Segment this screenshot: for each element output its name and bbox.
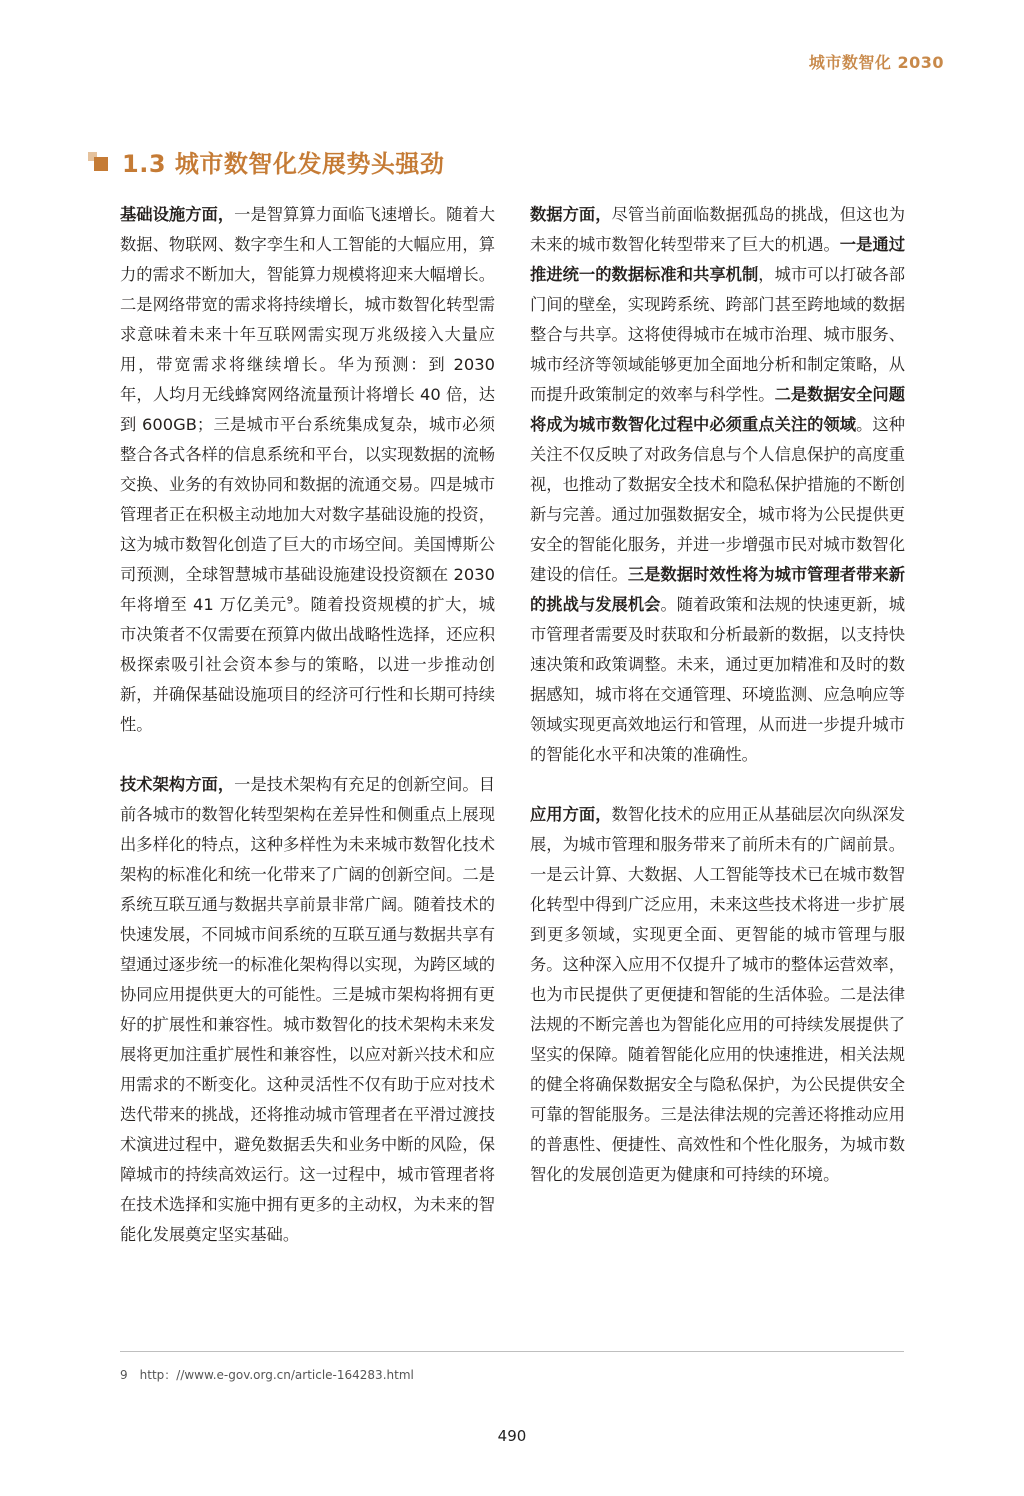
paragraph-infrastructure — [120, 200, 495, 740]
footnote — [120, 1366, 414, 1383]
paragraph-body: ，城市可以打破各部门间的壁垒，实现跨系统、跨部门甚至跨地域的数据整合与共享。这将使得城市在城市治理、城市服务、城市经济等领域能够更加全面地分析和制定策略，从而提升政策制定的效率与科学性。 — [530, 265, 905, 404]
paragraph-lead: 技术架构方面， — [120, 775, 235, 794]
left-column — [120, 200, 495, 1280]
paragraph-lead: 数据方面， — [530, 205, 612, 224]
page-number: 490 — [497, 1427, 527, 1445]
paragraph-body: 一是智算算力面临飞速增长。随着大数据、物联网、数字孪生和人工智能的大幅应用，算力的需求不断加大，智能算力规模将迎来大幅增长。二是网络带宽的需求将持续增长，城市数智化转型需求意味着未来十年互联网需实现万兆级接入大量应用，带宽需求将继续增长。华为预测：到 2030 年，人均月无线蜂窝网络流量预计将增长 40 倍，达到 600GB；三是城市平台系统集成复杂，城市必须整合各式各样的信息系统和平台，以实现数据的流畅交换、业务的有效协同和数据的流通交易。四是城市管理者正在积极主动地加大对数字基础设施的投资，这为城市数智化创造了巨大的市场空间。美国博斯公司预测，全球智慧城市基础设施建设投资额在 2030 年将增至 41 万亿美元 — [120, 205, 495, 614]
paragraph-application — [530, 800, 905, 1190]
right-column — [530, 200, 905, 1220]
footnote-number: 9 — [120, 1368, 128, 1382]
emphasis-text: 一是通过推进统一的数据标准和共享机制 — [530, 235, 905, 284]
paragraph-body: 。随着政策和法规的快速更新，城市管理者需要及时获取和分析最新的数据，以支持快速决策和政策调整。未来，通过更加精准和及时的数据感知，城市将在交通管理、环境监测、应急响应等领域实现更高效地运行和管理，从而进一步提升城市的智能化水平和决策的准确性。 — [530, 595, 905, 764]
footnote-reference[interactable]: 9 — [286, 595, 294, 607]
running-header-title: 城市数智化 2030 — [808, 53, 944, 72]
paragraph-body: 尽管当前面临数据孤岛的挑战，但这也为未来的城市数智化转型带来了巨大的机遇。 — [530, 205, 905, 254]
paragraph-body: 数智化技术的应用正从基础层次向纵深发展，为城市管理和服务带来了前所未有的广阔前景。一是云计算、大数据、人工智能等技术已在城市数智化转型中得到广泛应用，未来这些技术将进一步扩展到更多领域，实现更全面、更智能的城市管理与服务。这种深入应用不仅提升了城市的整体运营效率，也为市民提供了更便捷和智能的生活体验。二是法律法规的不断完善也为智能化应用的可持续发展提供了坚实的保障。随着智能化应用的快速推进，相关法规的健全将确保数据安全与隐私保护，为公民提供安全可靠的智能服务。三是法律法规的完善还将推动应用的普惠性、便捷性、高效性和个性化服务，为城市数智化的发展创造更为健康和可持续的环境。 — [530, 805, 905, 1184]
paragraph-lead: 应用方面， — [530, 805, 612, 824]
section-heading — [88, 144, 444, 179]
paragraph-tech-architecture — [120, 770, 495, 1250]
emphasis-text: 二是数据安全问题将成为城市数智化过程中必须重点关注的领域 — [530, 385, 905, 434]
footnote-link[interactable]: http：//www.e-gov.org.cn/article-164283.html — [139, 1368, 414, 1382]
paragraph-body: 。这种关注不仅反映了对政务信息与个人信息保护的高度重视，也推动了数据安全技术和隐私保护措施的不断创新与完善。通过加强数据安全，城市将为公民提供更安全的智能化服务，并进一步增强市民对城市数智化建设的信任。 — [530, 415, 905, 584]
section-title: 1.3 城市数智化发展势头强劲 — [122, 150, 445, 178]
paragraph-data — [530, 200, 905, 770]
paragraph-body: 。随着投资规模的扩大，城市决策者不仅需要在预算内做出战略性选择，还应积极探索吸引社会资本参与的策略，以进一步推动创新，并确保基础设施项目的经济可行性和长期可持续性。 — [120, 595, 495, 734]
section-bullet-icon — [88, 152, 110, 172]
footnote-divider — [120, 1351, 904, 1352]
emphasis-text: 三是数据时效性将为城市管理者带来新的挑战与发展机会 — [530, 565, 905, 614]
paragraph-body: 一是技术架构有充足的创新空间。目前各城市的数智化转型架构在差异性和侧重点上展现出多样化的特点，这种多样性为未来城市数智化技术架构的标准化和统一化带来了广阔的创新空间。二是系统互联互通与数据共享前景非常广阔。随着技术的快速发展，不同城市间系统的互联互通与数据共享有望通过逐步统一的标准化架构得以实现，为跨区域的协同应用提供更大的可能性。三是城市架构将拥有更好的扩展性和兼容性。城市数智化的技术架构未来发展将更加注重扩展性和兼容性，以应对新兴技术和应用需求的不断变化。这种灵活性不仅有助于应对技术迭代带来的挑战，还将推动城市管理者在平滑过渡技术演进过程中，避免数据丢失和业务中断的风险，保障城市的持续高效运行。这一过程中，城市管理者将在技术选择和实施中拥有更多的主动权，为未来的智能化发展奠定坚实基础。 — [120, 775, 495, 1244]
paragraph-lead: 基础设施方面， — [120, 205, 235, 224]
